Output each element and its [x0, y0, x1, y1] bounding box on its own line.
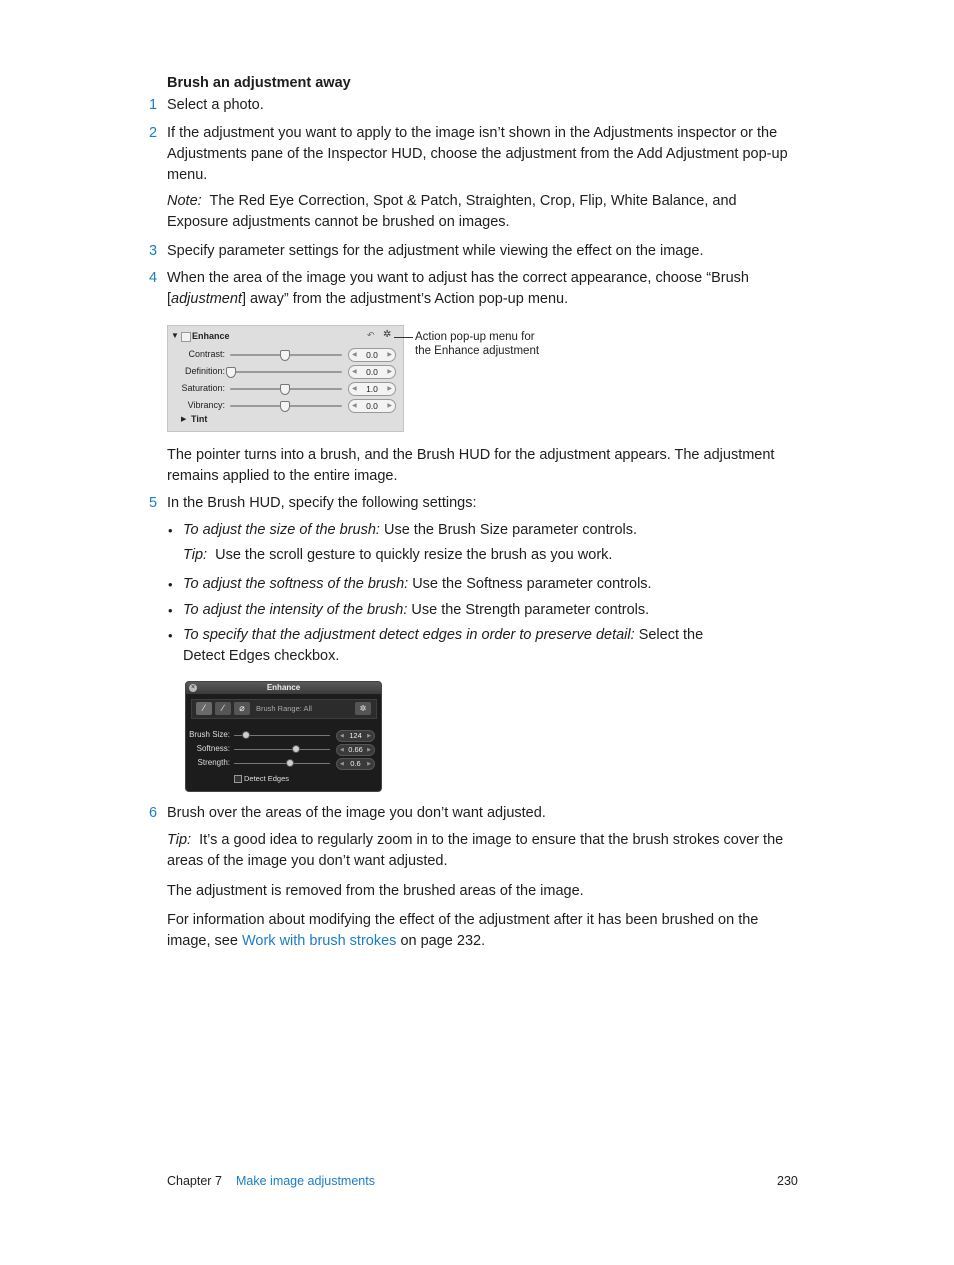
- inspector-row: [168, 365, 403, 379]
- inspector-row: [168, 382, 403, 396]
- removed-paragraph: The adjustment is removed from the brushed areas of the image.: [167, 883, 584, 899]
- decrement-arrow-icon[interactable]: ◀: [352, 369, 357, 375]
- reset-icon[interactable]: ↶: [367, 330, 375, 340]
- hud-value-stepper[interactable]: [336, 758, 375, 770]
- enable-checkbox[interactable]: [181, 332, 191, 342]
- step-number-5: 5: [149, 495, 158, 511]
- hud-stepper-value: 0.66: [348, 745, 363, 754]
- slider-thumb[interactable]: [280, 401, 290, 412]
- feather-brush-icon[interactable]: ∕: [215, 702, 231, 715]
- hud-row-label: Strength:: [197, 758, 230, 767]
- step-number-3: 3: [149, 243, 158, 259]
- hud-title: Enhance: [266, 683, 301, 692]
- slider-track[interactable]: [230, 371, 342, 373]
- step-5-text: In the Brush HUD, specify the following settings:: [167, 495, 477, 511]
- hud-action-gear-icon[interactable]: ✲: [355, 702, 371, 715]
- inspector-row-label: Vibrancy:: [187, 400, 225, 410]
- step-1-text: Select a photo.: [167, 97, 264, 113]
- stepper-value: 1.0: [366, 384, 378, 394]
- value-stepper[interactable]: [348, 382, 396, 396]
- decrement-arrow-icon[interactable]: ◀: [340, 733, 344, 739]
- hud-row-label: Softness:: [196, 744, 230, 753]
- stepper-value: 0.0: [366, 367, 378, 377]
- note-paragraph: [167, 191, 792, 233]
- value-stepper[interactable]: [348, 399, 396, 413]
- decrement-arrow-icon[interactable]: ◀: [352, 403, 357, 409]
- slider-thumb[interactable]: [280, 350, 290, 361]
- callout-line: [394, 337, 413, 338]
- decrement-arrow-icon[interactable]: ◀: [340, 761, 344, 767]
- hud-slider-thumb[interactable]: [292, 745, 300, 753]
- step-6-text: Brush over the areas of the image you don’t want adjusted.: [167, 805, 546, 821]
- hud-value-stepper[interactable]: [336, 730, 375, 742]
- stepper-value: 0.0: [366, 350, 378, 360]
- step-number-2: 2: [149, 125, 158, 141]
- brush-icon[interactable]: ⁄: [196, 702, 212, 715]
- tip-1: Tip: Use the scroll gesture to quickly resize the brush as you work.: [183, 547, 613, 563]
- hud-stepper-value: 0.6: [350, 759, 361, 768]
- value-stepper[interactable]: [348, 348, 396, 362]
- inspector-row-label: Contrast:: [188, 349, 225, 359]
- inspector-title: Enhance: [192, 331, 230, 341]
- bullet-1: •: [168, 523, 173, 538]
- footer-chapter: Chapter 7: [167, 1174, 222, 1188]
- step-number-4: 4: [149, 270, 158, 286]
- inspector-row-label: Definition:: [184, 366, 225, 376]
- enhance-inspector-panel: [167, 325, 404, 432]
- step-3-text: Specify parameter settings for the adjustment while viewing the effect on the image.: [167, 243, 704, 259]
- eraser-icon[interactable]: ⌀: [234, 702, 250, 715]
- bullet-3-text: To adjust the intensity of the brush: Use the Strength parameter controls.: [183, 602, 650, 618]
- increment-arrow-icon[interactable]: ▶: [387, 386, 392, 392]
- bullet-1-text: To adjust the size of the brush: Use the Brush Size parameter controls.: [183, 522, 638, 538]
- note-text: The Red Eye Correction, Spot & Patch, Straighten, Crop, Flip, White Balance, and Exposure adjustments cannot be brushed on images.: [167, 193, 737, 230]
- brush-toolbar: [191, 699, 377, 719]
- hud-title-bar: [186, 682, 381, 694]
- step-number-6: 6: [149, 805, 158, 821]
- hud-slider-track[interactable]: [234, 749, 330, 750]
- stepper-value: 0.0: [366, 401, 378, 411]
- increment-arrow-icon[interactable]: ▶: [387, 403, 392, 409]
- increment-arrow-icon[interactable]: ▶: [387, 369, 392, 375]
- inspector-row-label: Saturation:: [181, 383, 225, 393]
- step-2-text: If the adjustment you want to apply to the image isn’t shown in the Adjustments inspector or the Adjustments pane of the Inspector HUD, choose the adjustment from the Add Adjustment pop-up menu.: [167, 125, 788, 183]
- increment-arrow-icon[interactable]: ▶: [387, 352, 392, 358]
- step-number-1: 1: [149, 97, 158, 113]
- info-paragraph: For information about modifying the effect of the adjustment after it has been brushed on the image, see Work with brush strokes on page 232.: [167, 912, 759, 949]
- increment-arrow-icon[interactable]: ▶: [367, 747, 371, 753]
- close-icon[interactable]: ×: [190, 684, 196, 691]
- decrement-arrow-icon[interactable]: ◀: [352, 386, 357, 392]
- note-label: Note:: [167, 193, 202, 209]
- detect-edges-label: Detect Edges: [244, 774, 290, 783]
- bullet-4: •: [168, 628, 173, 643]
- tip-2: Tip: It’s a good idea to regularly zoom in to the image to ensure that the brush strokes cover the areas of the image you don’t want adjusted.: [167, 832, 784, 869]
- hud-value-stepper[interactable]: [336, 744, 375, 756]
- hud-row: [186, 744, 381, 756]
- brush-strokes-link[interactable]: Work with brush strokes: [241, 933, 397, 949]
- hud-slider-thumb[interactable]: [286, 759, 294, 767]
- increment-arrow-icon[interactable]: ▶: [367, 761, 371, 767]
- hud-row: [186, 758, 381, 770]
- tint-label: Tint: [191, 414, 208, 424]
- detect-edges-checkbox[interactable]: [234, 775, 242, 783]
- bullet-2-text: To adjust the softness of the brush: Use the Softness parameter controls.: [183, 576, 652, 592]
- tint-disclosure-icon[interactable]: ▶: [181, 416, 187, 423]
- inspector-row: [168, 399, 403, 413]
- disclosure-triangle-icon[interactable]: ▼: [171, 331, 179, 340]
- result-paragraph: The pointer turns into a brush, and the Brush HUD for the adjustment appears. The adjustment remains applied to the entire image.: [167, 447, 775, 484]
- value-stepper[interactable]: [348, 365, 396, 379]
- hud-slider-track[interactable]: [234, 763, 330, 764]
- decrement-arrow-icon[interactable]: ◀: [340, 747, 344, 753]
- hud-slider-thumb[interactable]: [242, 731, 250, 739]
- footer-chapter-link[interactable]: Make image adjustments: [236, 1174, 375, 1188]
- slider-thumb[interactable]: [280, 384, 290, 395]
- slider-thumb[interactable]: [226, 367, 236, 378]
- section-heading: Brush an adjustment away: [167, 75, 351, 91]
- action-gear-icon[interactable]: ✲: [383, 329, 392, 340]
- callout-text: Action pop-up menu for the Enhance adjustment: [415, 331, 540, 357]
- step-4-text: When the area of the image you want to adjust has the correct appearance, choose “Brush [adjustment] away” from the adjustment’s Action pop-up menu.: [167, 270, 749, 307]
- brush-range-label[interactable]: Brush Range: All: [256, 704, 312, 713]
- hud-row: [186, 730, 381, 742]
- hud-row-label: Brush Size:: [189, 730, 230, 739]
- bullet-3: •: [168, 603, 173, 618]
- bullet-4-text: To specify that the adjustment detect edges in order to preserve detail: Select the Detect Edges checkbox.: [183, 627, 704, 664]
- inspector-row: [168, 348, 403, 362]
- bullet-2: •: [168, 577, 173, 592]
- decrement-arrow-icon[interactable]: ◀: [352, 352, 357, 358]
- increment-arrow-icon[interactable]: ▶: [367, 733, 371, 739]
- brush-hud: [185, 681, 382, 792]
- footer-page-number: 230: [777, 1174, 798, 1188]
- hud-stepper-value: 124: [349, 731, 362, 740]
